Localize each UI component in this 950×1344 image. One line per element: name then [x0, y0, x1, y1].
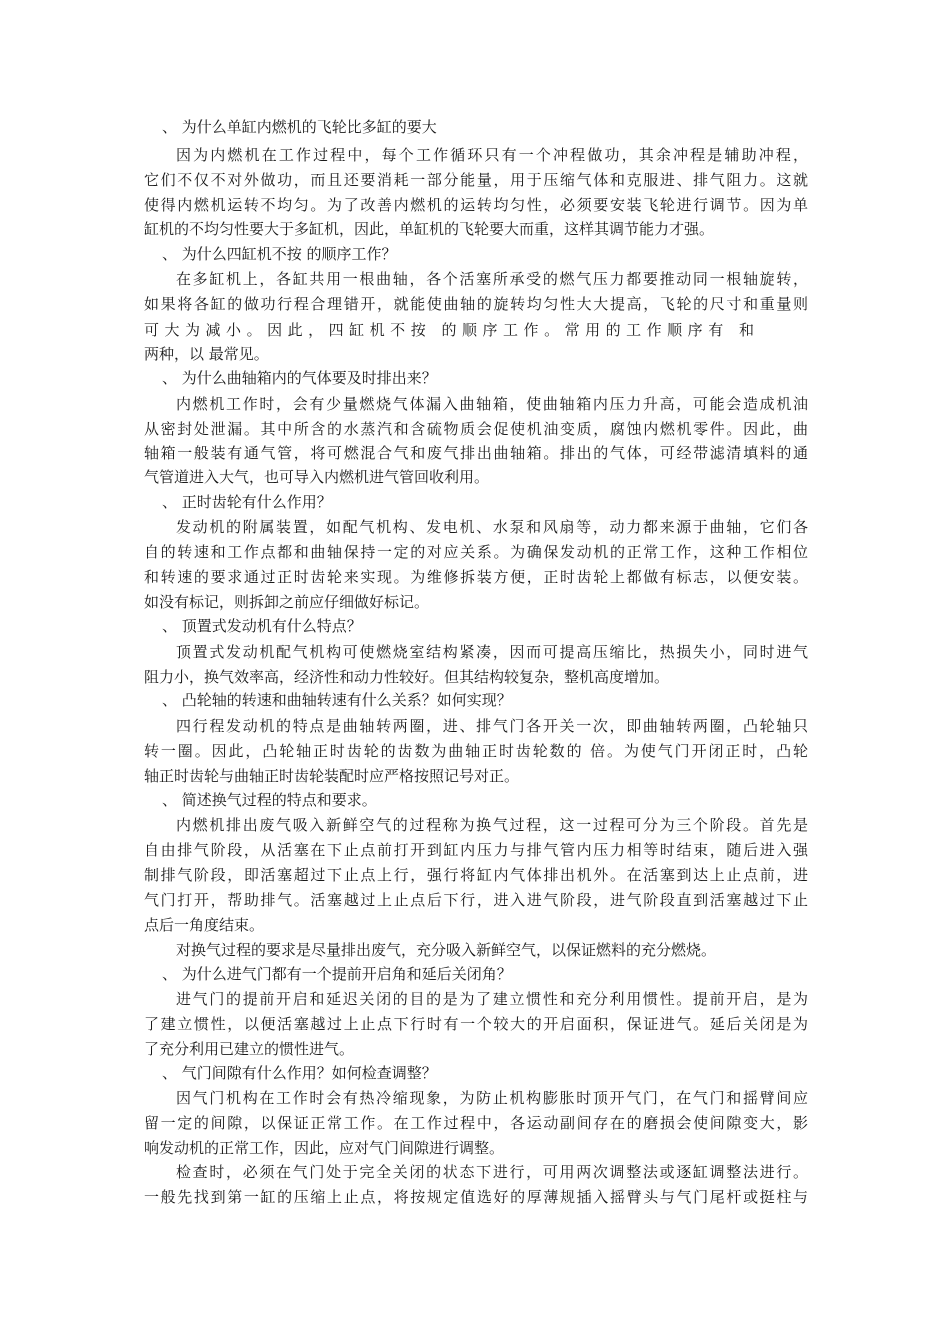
paragraph-line: 因为内燃机在工作过程中，每个工作循环只有一个冲程做功，其余冲程是辅助冲程， [176, 146, 808, 164]
paragraph-line: 在多缸机上，各缸共用一根曲轴，各个活塞所承受的燃气压力都要推动同一根轴旋转， [176, 270, 808, 288]
paragraph-line: 使得内燃机运转不均匀。为了改善内燃机的运转均匀性，必须要安装飞轮进行调节。因为单 [144, 196, 808, 214]
question-heading: 、 正时齿轮有什么作用？ [162, 493, 332, 511]
paragraph-line: 自由排气阶段，从活塞在下止点前打开到缸内压力与排气管内压力相等时结束，随后进入强 [144, 841, 808, 859]
question-heading: 、 为什么四缸机不按 的顺序工作？ [162, 245, 397, 263]
paragraph-line: 了充分利用已建立的惯性进气。 [144, 1040, 355, 1058]
paragraph-line: 两种，以 最常见。 [144, 345, 269, 363]
paragraph-line: 转一圈。因此，凸轮轴正时齿轮的齿数为曲轴正时齿轮数的 倍。为使气门开闭正时，凸轮 [144, 742, 808, 760]
paragraph-line: 和转速的要求通过正时齿轮来实现。为维修拆装方便，正时齿轮上都做有标志，以便安装。 [144, 568, 808, 586]
paragraph-line: 因气门机构在工作时会有热冷缩现象，为防止机构膨胀时顶开气门，在气门和摇臂间应 [176, 1089, 808, 1107]
paragraph-line: 阻力小，换气效率高，经济性和动力性较好。但其结构较复杂，整机高度增加。 [144, 668, 670, 686]
paragraph-line: 了建立惯性，以便活塞越过上止点下行时有一个较大的开启面积，保证进气。延后关闭是为 [144, 1015, 808, 1033]
paragraph-line: 制排气阶段，即活塞超过下止点上行，强行将缸内气体排出机外。在活塞到达上止点前，进 [144, 866, 808, 884]
paragraph-line: 响发动机的正常工作，因此，应对气门间隙进行调整。 [144, 1139, 505, 1157]
paragraph-line: 自的转速和工作点都和曲轴保持一定的对应关系。为确保发动机的正常工作，这种工作相位 [144, 543, 808, 561]
paragraph-line: 如果将各缸的做功行程合理错开，就能使曲轴的旋转均匀性大大提高，飞轮的尺寸和重量则 [144, 295, 808, 313]
question-heading: 、 为什么单缸内燃机的飞轮比多缸的要大 [162, 118, 437, 136]
paragraph-line: 点后一角度结束。 [144, 916, 265, 934]
paragraph-line: 可大为减小。因此，四缸机不按 的顺序工作。常用的工作顺序有 和 [144, 321, 754, 339]
paragraph-line: 一般先找到第一缸的压缩上止点，将按规定值选好的厚薄规插入摇臂头与气门尾杆或挺柱与 [144, 1188, 808, 1206]
paragraph-line: 轴正时齿轮与曲轴正时齿轮装配时应严格按照记号对正。 [144, 767, 520, 785]
paragraph-line: 如没有标记，则拆卸之前应仔细做好标记。 [144, 593, 430, 611]
paragraph-line: 它们不仅不对外做功，而且还要消耗一部分能量，用于压缩气体和克服进、排气阻力。这就 [144, 171, 808, 189]
paragraph-line: 留一定的间隙，以保证正常工作。在工作过程中，各运动副间存在的磨损会使间隙变大，影 [144, 1114, 808, 1132]
paragraph-line: 进气门的提前开启和延迟关闭的目的是为了建立惯性和充分利用惯性。提前开启，是为 [176, 990, 808, 1008]
question-heading: 、 简述换气过程的特点和要求。 [162, 791, 377, 809]
paragraph-line: 发动机的附属装置，如配气机构、发电机、水泵和风扇等，动力都来源于曲轴，它们各 [176, 518, 808, 536]
paragraph-line: 内燃机工作时，会有少量燃烧气体漏入曲轴箱，使曲轴箱内压力升高，可能会造成机油 [176, 395, 808, 413]
question-heading: 、 为什么曲轴箱内的气体要及时排出来？ [162, 369, 437, 387]
paragraph-line: 气管道进入大气，也可导入内燃机进气管回收利用。 [144, 468, 490, 486]
paragraph-line: 从密封处泄漏。其中所含的水蒸汽和含硫物质会促使机油变质，腐蚀内燃机零件。因此，曲 [144, 420, 808, 438]
question-heading: 、 凸轮轴的转速和曲轴转速有什么关系？如何实现？ [162, 691, 512, 709]
paragraph-line: 轴箱一般装有通气管，将可燃混合气和废气排出曲轴箱。排出的气体，可经带滤清填料的通 [144, 444, 808, 462]
paragraph-line: 顶置式发动机配气机构可使燃烧室结构紧凑，因而可提高压缩比，热损失小，同时进气 [176, 643, 808, 661]
question-heading: 、 气门间隙有什么作用？如何检查调整？ [162, 1064, 437, 1082]
paragraph-line: 气门打开，帮助排气。活塞越过上止点后下行，进入进气阶段，进气阶段直到活塞越过下止 [144, 891, 808, 909]
question-heading: 、 为什么进气门都有一个提前开启角和延后关闭角？ [162, 965, 512, 983]
question-heading: 、 顶置式发动机有什么特点？ [162, 617, 362, 635]
paragraph-line: 对换气过程的要求是尽量排出废气，充分吸入新鲜空气，以保证燃料的充分燃烧。 [176, 941, 717, 959]
paragraph-line: 缸机的不均匀性要大于多缸机，因此，单缸机的飞轮要大而重，这样其调节能力才强。 [144, 220, 715, 238]
paragraph-line: 检查时，必须在气门处于完全关闭的状态下进行，可用两次调整法或逐缸调整法进行。 [176, 1163, 808, 1181]
paragraph-line: 四行程发动机的特点是曲轴转两圈，进、排气门各开关一次，即曲轴转两圈，凸轮轴只 [176, 717, 808, 735]
paragraph-line: 内燃机排出废气吸入新鲜空气的过程称为换气过程，这一过程可分为三个阶段。首先是 [176, 816, 808, 834]
